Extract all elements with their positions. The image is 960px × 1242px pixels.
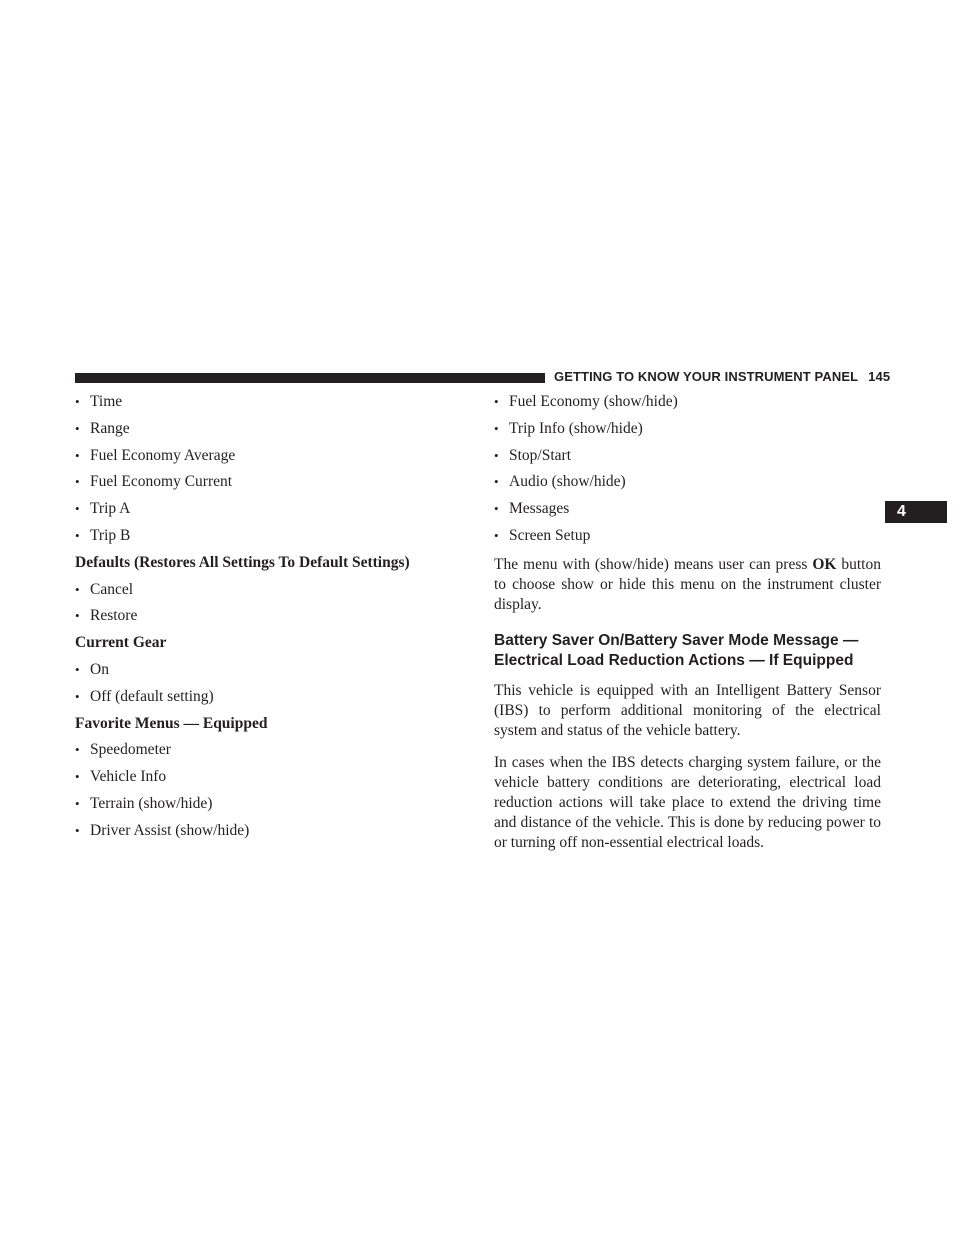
list-item: • Stop/Start (494, 446, 572, 464)
bullet-icon: • (494, 447, 499, 463)
bullet-icon: • (75, 474, 80, 490)
bullet-icon: • (494, 394, 499, 409)
bullet-icon: • (75, 394, 80, 409)
list-item: • Driver Assist (show/hide) (75, 821, 250, 839)
subheading-defaults: Defaults (Restores All Settings To Default Settings) (75, 553, 410, 571)
page-number: 145 (868, 369, 891, 384)
bullet-icon: • (75, 742, 80, 758)
list-item: • Range (75, 419, 130, 437)
right-column (494, 392, 881, 865)
ok-button-label: OK (812, 555, 837, 573)
subheading-current-gear: Current Gear (75, 634, 167, 652)
bullet-icon: • (494, 527, 499, 543)
left-column (75, 392, 475, 848)
list-item: • Terrain (show/hide) (75, 794, 213, 812)
list-item: • Fuel Economy Current (75, 473, 233, 491)
list-item: • Messages (494, 500, 570, 518)
bullet-icon: • (75, 527, 80, 543)
bullet-icon: • (75, 795, 80, 811)
bullet-icon: • (75, 661, 80, 677)
list-item: • Restore (75, 607, 138, 625)
load-reduction-paragraph: In cases when the IBS detects charging system failure, or the vehicle battery conditions are deteriorating, electrical load reduction actions will take place to extend the driving time and distance of the vehicle. This is done by reducing power to or turning off non-essential electrical loads. (494, 753, 881, 851)
bullet-icon: • (75, 420, 80, 436)
list-item: • Fuel Economy Average (75, 446, 236, 464)
bullet-icon: • (75, 581, 80, 597)
list-item: • Cancel (75, 580, 134, 598)
list-item: • Trip Info (show/hide) (494, 419, 643, 437)
chapter-tab: 4 (885, 501, 947, 523)
ibs-paragraph: This vehicle is equipped with an Intelligent Battery Sensor (IBS) to perform additional monitoring of the electrical system and status of the vehicle battery. (494, 681, 881, 739)
menu-paragraph: The menu with (show/hide) means user can press OK button to choose show or hide this menu on the instrument cluster display. (494, 555, 881, 613)
subheading-favorite-menus: Favorite Menus — Equipped (75, 714, 268, 732)
bullet-icon: • (494, 474, 499, 490)
bullet-icon: • (75, 608, 80, 624)
bullet-icon: • (494, 420, 499, 436)
header-title: GETTING TO KNOW YOUR INSTRUMENT PANEL (554, 369, 859, 384)
list-item: • Off (default setting) (75, 687, 214, 705)
list-item: • Fuel Economy (show/hide) (494, 393, 678, 410)
list-item: • Time (75, 393, 123, 410)
bullet-icon: • (75, 501, 80, 517)
list-item: • Speedometer (75, 741, 171, 759)
list-item: • Audio (show/hide) (494, 473, 626, 491)
header-rule (75, 373, 545, 383)
bullet-icon: • (75, 447, 80, 463)
running-header (554, 369, 890, 384)
list-item: • Screen Setup (494, 526, 591, 544)
bullet-icon: • (75, 769, 80, 785)
list-item: • On (75, 660, 109, 678)
section-heading-battery-saver: Battery Saver On/Battery Saver Mode Message — Electrical Load Reduction Actions — If Equipped (494, 631, 859, 669)
list-item: • Trip A (75, 500, 131, 518)
bullet-icon: • (75, 822, 80, 838)
list-item: • Vehicle Info (75, 768, 167, 786)
bullet-icon: • (75, 688, 80, 704)
list-item: • Trip B (75, 526, 131, 544)
bullet-icon: • (494, 501, 499, 517)
